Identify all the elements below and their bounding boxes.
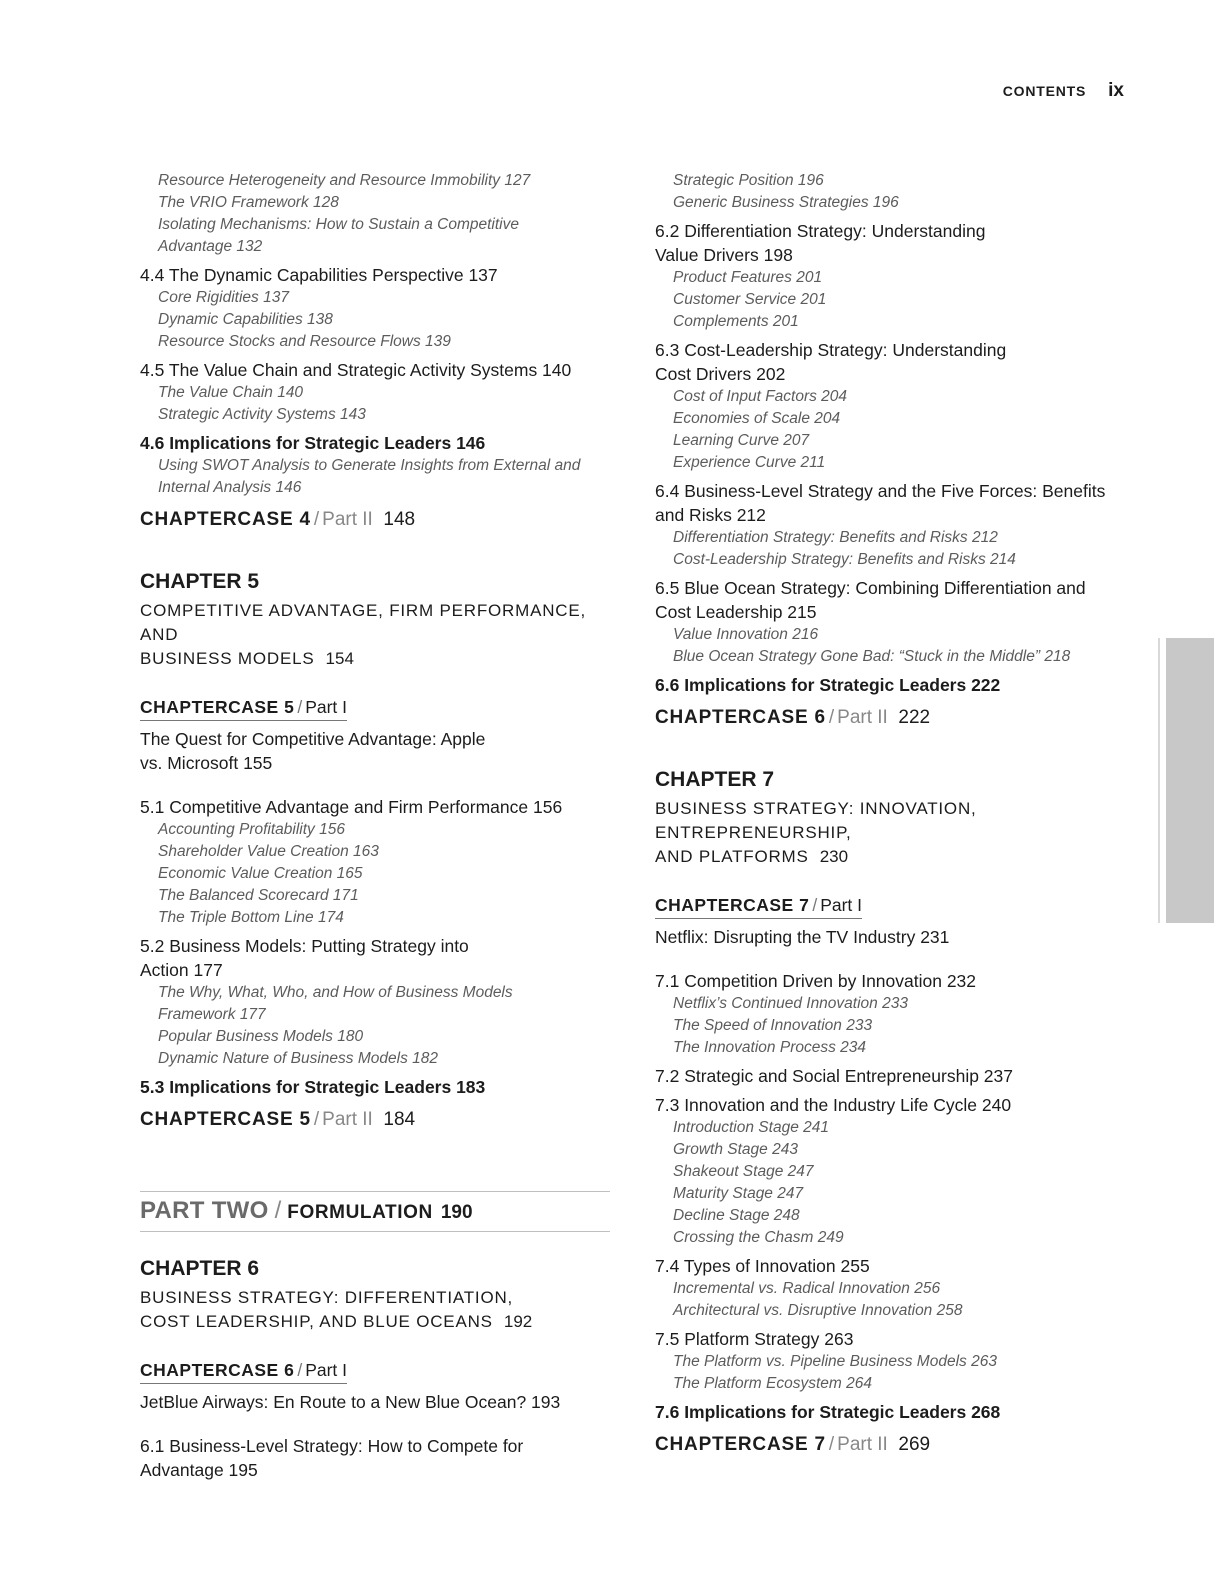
toc-subentry[interactable]: Differentiation Strategy: Benefits and Risks 212: [673, 529, 998, 546]
chaptercase-7-part-2[interactable]: [655, 1432, 1130, 1458]
toc-subentry[interactable]: Crossing the Chasm 249: [673, 1229, 844, 1246]
toc-subentry[interactable]: Economies of Scale 204: [673, 410, 841, 427]
chaptercase-label: CHAPTERCASE 6: [655, 707, 826, 728]
chaptercase-5-part-2[interactable]: [140, 1107, 610, 1133]
chaptercase-title-line: The Quest for Competitive Advantage: Apple: [140, 729, 486, 749]
section-line: and Risks 212: [655, 505, 766, 525]
toc-section-4-6[interactable]: 4.6 Implications for Strategic Leaders 146: [140, 433, 486, 453]
page-number: ix: [1108, 80, 1124, 101]
thumb-index-tab: [1166, 638, 1214, 923]
section-line: 6.1 Business-Level Strategy: How to Compete for: [140, 1436, 524, 1456]
chaptercase-part: Part II: [837, 707, 888, 728]
chaptercase-page: 184: [383, 1109, 416, 1130]
toc-subentry[interactable]: Popular Business Models 180: [158, 1028, 364, 1045]
chaptercase-part: Part II: [322, 1109, 373, 1130]
chaptercase-label: CHAPTERCASE 7: [655, 895, 810, 915]
chapter-6-heading[interactable]: CHAPTER 6: [140, 1257, 260, 1280]
toc-subentry[interactable]: Cost of Input Factors 204: [673, 388, 848, 405]
toc-section-7-2[interactable]: 7.2 Strategic and Social Entrepreneurship 237: [655, 1066, 1014, 1086]
chaptercase-7-part-1[interactable]: [655, 893, 862, 919]
toc-section-6-1[interactable]: [140, 1434, 610, 1482]
toc-subentry[interactable]: Resource Heterogeneity and Resource Immobility 127: [158, 172, 531, 189]
toc-subentry[interactable]: Internal Analysis 146: [158, 479, 302, 496]
section-line: Value Drivers 198: [655, 245, 793, 265]
chapter-title-line: AND PLATFORMS: [655, 847, 809, 866]
toc-subentry[interactable]: Isolating Mechanisms: How to Sustain a Competitive: [158, 216, 519, 233]
toc-subentry[interactable]: Growth Stage 243: [673, 1141, 798, 1158]
toc-subentry[interactable]: Dynamic Nature of Business Models 182: [158, 1050, 438, 1067]
toc-subentry[interactable]: Architectural vs. Disruptive Innovation 258: [673, 1302, 963, 1319]
toc-subentry[interactable]: Core Rigidities 137: [158, 289, 289, 306]
toc-subentry[interactable]: Cost-Leadership Strategy: Benefits and Risks 214: [673, 551, 1016, 568]
chaptercase-label: CHAPTERCASE 7: [655, 1434, 826, 1455]
part-two-heading[interactable]: [140, 1191, 610, 1232]
chaptercase-part: Part I: [820, 895, 863, 915]
toc-subentry[interactable]: Incremental vs. Radical Innovation 256: [673, 1280, 941, 1297]
toc-section-6-2[interactable]: [655, 219, 1130, 267]
toc-subentry[interactable]: The Balanced Scorecard 171: [158, 887, 359, 904]
thumb-tab-divider: [1158, 638, 1160, 923]
chapter-title-line: BUSINESS STRATEGY: DIFFERENTIATION,: [140, 1288, 514, 1307]
chapter-page: 192: [503, 1312, 533, 1331]
chapter-title-line: COMPETITIVE ADVANTAGE, FIRM PERFORMANCE, AND: [140, 601, 587, 644]
slash-divider: /: [313, 1109, 320, 1130]
chapter-6-title[interactable]: [140, 1286, 610, 1334]
section-line: 5.2 Business Models: Putting Strategy into: [140, 936, 469, 956]
chaptercase-part: Part I: [305, 1360, 348, 1380]
toc-subentry[interactable]: Framework 177: [158, 1006, 266, 1023]
chaptercase-page: 222: [898, 707, 931, 728]
toc-section-7-5[interactable]: 7.5 Platform Strategy 263: [655, 1329, 854, 1349]
section-line: 6.4 Business-Level Strategy and the Five Forces: Benefits: [655, 481, 1106, 501]
chaptercase-5-title[interactable]: [140, 727, 610, 775]
header-label: CONTENTS: [1002, 83, 1087, 99]
slash-divider: /: [297, 1360, 303, 1380]
toc-subentry[interactable]: Accounting Profitability 156: [158, 821, 345, 838]
chaptercase-label: CHAPTERCASE 4: [140, 509, 311, 530]
toc-subentry[interactable]: Introduction Stage 241: [673, 1119, 829, 1136]
toc-subentry[interactable]: Learning Curve 207: [673, 432, 810, 449]
toc-subentry[interactable]: Experience Curve 211: [673, 454, 826, 471]
chaptercase-part: Part I: [305, 697, 348, 717]
section-line: 6.3 Cost-Leadership Strategy: Understanding: [655, 340, 1007, 360]
toc-subentry[interactable]: Generic Business Strategies 196: [673, 194, 899, 211]
chaptercase-page: 269: [898, 1434, 931, 1455]
toc-subentry[interactable]: The Innovation Process 234: [673, 1039, 867, 1056]
toc-section-5-3[interactable]: 5.3 Implications for Strategic Leaders 183: [140, 1077, 486, 1097]
toc-subentry[interactable]: Value Innovation 216: [673, 626, 819, 643]
toc-subentry[interactable]: Advantage 132: [158, 238, 263, 255]
toc-subentry[interactable]: The Value Chain 140: [158, 384, 304, 401]
chaptercase-6-part-2[interactable]: [655, 705, 1130, 731]
section-line: Action 177: [140, 960, 223, 980]
toc-subentry[interactable]: Resource Stocks and Resource Flows 139: [158, 333, 451, 350]
chapter-5-heading[interactable]: CHAPTER 5: [140, 570, 260, 593]
chaptercase-part: Part II: [322, 509, 373, 530]
chapter-5-title[interactable]: [140, 599, 610, 671]
toc-subentry[interactable]: Dynamic Capabilities 138: [158, 311, 333, 328]
chaptercase-7-title[interactable]: Netflix: Disrupting the TV Industry 231: [655, 927, 950, 947]
toc-subentry[interactable]: Shakeout Stage 247: [673, 1163, 814, 1180]
slash-divider: /: [828, 707, 835, 728]
toc-section-4-4[interactable]: 4.4 The Dynamic Capabilities Perspective 137: [140, 265, 498, 285]
slash-divider: /: [313, 509, 320, 530]
toc-section-7-6[interactable]: 7.6 Implications for Strategic Leaders 268: [655, 1402, 1001, 1422]
chapter-7-heading[interactable]: CHAPTER 7: [655, 768, 775, 791]
slash-divider: /: [297, 697, 303, 717]
toc-subentry[interactable]: Shareholder Value Creation 163: [158, 843, 379, 860]
section-line: 6.5 Blue Ocean Strategy: Combining Differentiation and: [655, 578, 1086, 598]
chapter-title-line: BUSINESS STRATEGY: INNOVATION, ENTREPRENEURSHIP,: [655, 799, 977, 842]
chaptercase-5-part-1[interactable]: [140, 695, 347, 721]
slash-divider: /: [812, 895, 818, 915]
toc-section-6-6[interactable]: 6.6 Implications for Strategic Leaders 222: [655, 675, 1001, 695]
part-title: FORMULATION: [287, 1202, 433, 1223]
toc-subentry[interactable]: The VRIO Framework 128: [158, 194, 339, 211]
chaptercase-label: CHAPTERCASE 5: [140, 1109, 311, 1130]
toc-subentry[interactable]: Blue Ocean Strategy Gone Bad: “Stuck in the Middle” 218: [673, 648, 1071, 665]
toc-section-6-3[interactable]: [655, 338, 1130, 386]
toc-section-5-1[interactable]: 5.1 Competitive Advantage and Firm Performance 156: [140, 797, 563, 817]
toc-subentry[interactable]: Complements 201: [673, 313, 799, 330]
chapter-page: 230: [819, 847, 849, 866]
section-line: Cost Leadership 215: [655, 602, 817, 622]
chapter-7-title[interactable]: [655, 797, 1130, 869]
toc-subentry[interactable]: The Why, What, Who, and How of Business Models: [158, 984, 513, 1001]
slash-divider: /: [828, 1434, 835, 1455]
toc-left-column: [140, 170, 610, 1482]
toc-subentry[interactable]: The Platform vs. Pipeline Business Models 263: [673, 1353, 997, 1370]
toc-right-column: [655, 170, 1130, 1458]
toc-subentry[interactable]: Netflix’s Continued Innovation 233: [673, 995, 908, 1012]
section-line: Advantage 195: [140, 1460, 258, 1480]
chaptercase-label: CHAPTERCASE 5: [140, 697, 295, 717]
part-label: PART TWO: [140, 1197, 269, 1224]
toc-section-7-3[interactable]: 7.3 Innovation and the Industry Life Cycle 240: [655, 1095, 1012, 1115]
chaptercase-6-part-1[interactable]: [140, 1358, 347, 1384]
chaptercase-label: CHAPTERCASE 6: [140, 1360, 295, 1380]
toc-subentry[interactable]: Strategic Activity Systems 143: [158, 406, 366, 423]
chaptercase-page: 148: [383, 509, 416, 530]
toc-subentry[interactable]: The Speed of Innovation 233: [673, 1017, 873, 1034]
toc-section-4-5[interactable]: 4.5 The Value Chain and Strategic Activity Systems 140: [140, 360, 572, 380]
chapter-title-line: BUSINESS MODELS: [140, 649, 315, 668]
section-line: 6.2 Differentiation Strategy: Understanding: [655, 221, 986, 241]
toc-section-6-5[interactable]: [655, 576, 1130, 624]
slash-divider: /: [274, 1197, 282, 1224]
toc-section-5-2[interactable]: [140, 934, 610, 982]
toc-section-7-4[interactable]: 7.4 Types of Innovation 255: [655, 1256, 870, 1276]
chaptercase-4-part-2[interactable]: [140, 507, 610, 533]
toc-subentry[interactable]: Strategic Position 196: [673, 172, 824, 189]
chapter-page: 154: [325, 649, 354, 668]
running-header: [1003, 80, 1124, 102]
section-line: Cost Drivers 202: [655, 364, 786, 384]
toc-section-6-4[interactable]: [655, 479, 1130, 527]
toc-subentry[interactable]: Maturity Stage 247: [673, 1185, 804, 1202]
toc-subentry[interactable]: Using SWOT Analysis to Generate Insights from External and: [158, 457, 581, 474]
chaptercase-part: Part II: [837, 1434, 888, 1455]
toc-subentry[interactable]: Decline Stage 248: [673, 1207, 800, 1224]
toc-subentry[interactable]: The Triple Bottom Line 174: [158, 909, 344, 926]
chaptercase-title-line: vs. Microsoft 155: [140, 753, 273, 773]
toc-subentry[interactable]: The Platform Ecosystem 264: [673, 1375, 872, 1392]
part-page: 190: [440, 1202, 473, 1223]
toc-section-7-1[interactable]: 7.1 Competition Driven by Innovation 232: [655, 971, 977, 991]
chapter-title-line: COST LEADERSHIP, AND BLUE OCEANS: [140, 1312, 493, 1331]
chaptercase-6-title[interactable]: JetBlue Airways: En Route to a New Blue Ocean? 193: [140, 1392, 561, 1412]
toc-subentry[interactable]: Product Features 201: [673, 269, 823, 286]
toc-subentry[interactable]: Economic Value Creation 165: [158, 865, 363, 882]
toc-subentry[interactable]: Customer Service 201: [673, 291, 827, 308]
